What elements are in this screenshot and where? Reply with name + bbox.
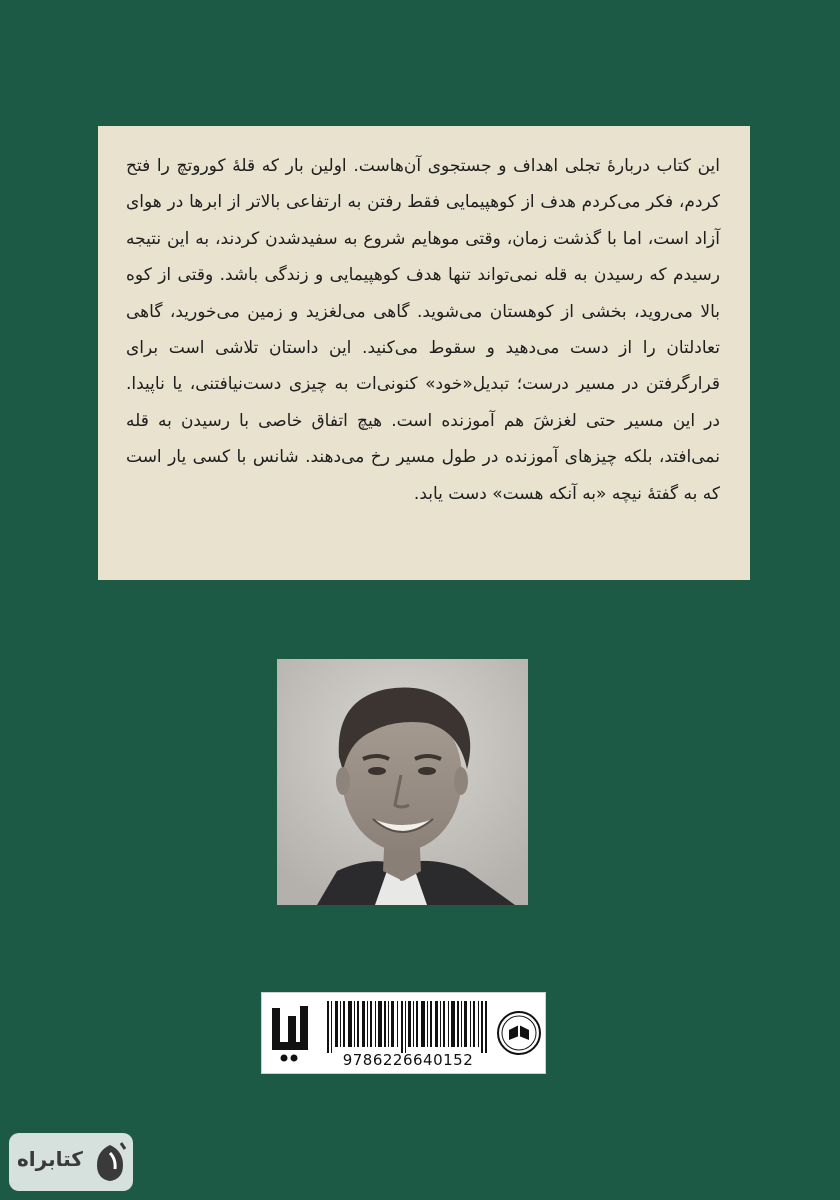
barcode-bars xyxy=(327,1001,487,1053)
blurb-box xyxy=(98,126,750,580)
watermark-badge xyxy=(9,1133,133,1191)
watermark-label: کتابراه xyxy=(17,1147,83,1171)
imprint-seal-icon xyxy=(496,998,542,1068)
blurb-text: این کتاب دربارهٔ تجلی اهداف و جستجوی آن‌هاست. اولین بار که قلهٔ کوروتچ را فتح کردم، فکر می‌کردم هدف از کوهپیمایی فقط رفتن به ارتفاعی بالاتر از ابرها در هوای آزاد است، اما با گذشت زمان، وقتی موهایم شروع به سفیدشدن کردند، به این نتیجه رسیدم که رسیدن به قله نمی‌تواند تنها هدف کوهپیمایی و زندگی باشد. وقتی از کوه بالا می‌روید، بخشی از کوهستان می‌شوید. گاهی می‌لغزید و زمین می‌خورید، گاهی تعادلتان را از دست می‌دهید و سقوط می‌کنید. این داستان تلاشی است برای قرارگرفتن در مسیر درست؛ تبدیل«خود» کنونی‌ات به چیزی دست‌نیافتنی، یا ناپیدا. در این مسیر حتی لغزشَ هم آموزنده است. هیچ اتفاق خاصی با رسیدن به قله نمی‌افتد، بلکه چیزهای آموزنده در طول مسیر رخ می‌دهند. شانس با کسی یار است که به گفتهٔ نیچه «به آنکه هست» دست یابد. xyxy=(126,156,720,504)
isbn-number: 9786226640152 xyxy=(342,1051,474,1069)
bookmark-leaf-icon xyxy=(93,1141,127,1183)
author-photo xyxy=(277,659,528,905)
author-portrait-illustration xyxy=(277,659,528,905)
publisher-logo-icon xyxy=(268,1002,312,1064)
barcode-box xyxy=(261,992,546,1074)
